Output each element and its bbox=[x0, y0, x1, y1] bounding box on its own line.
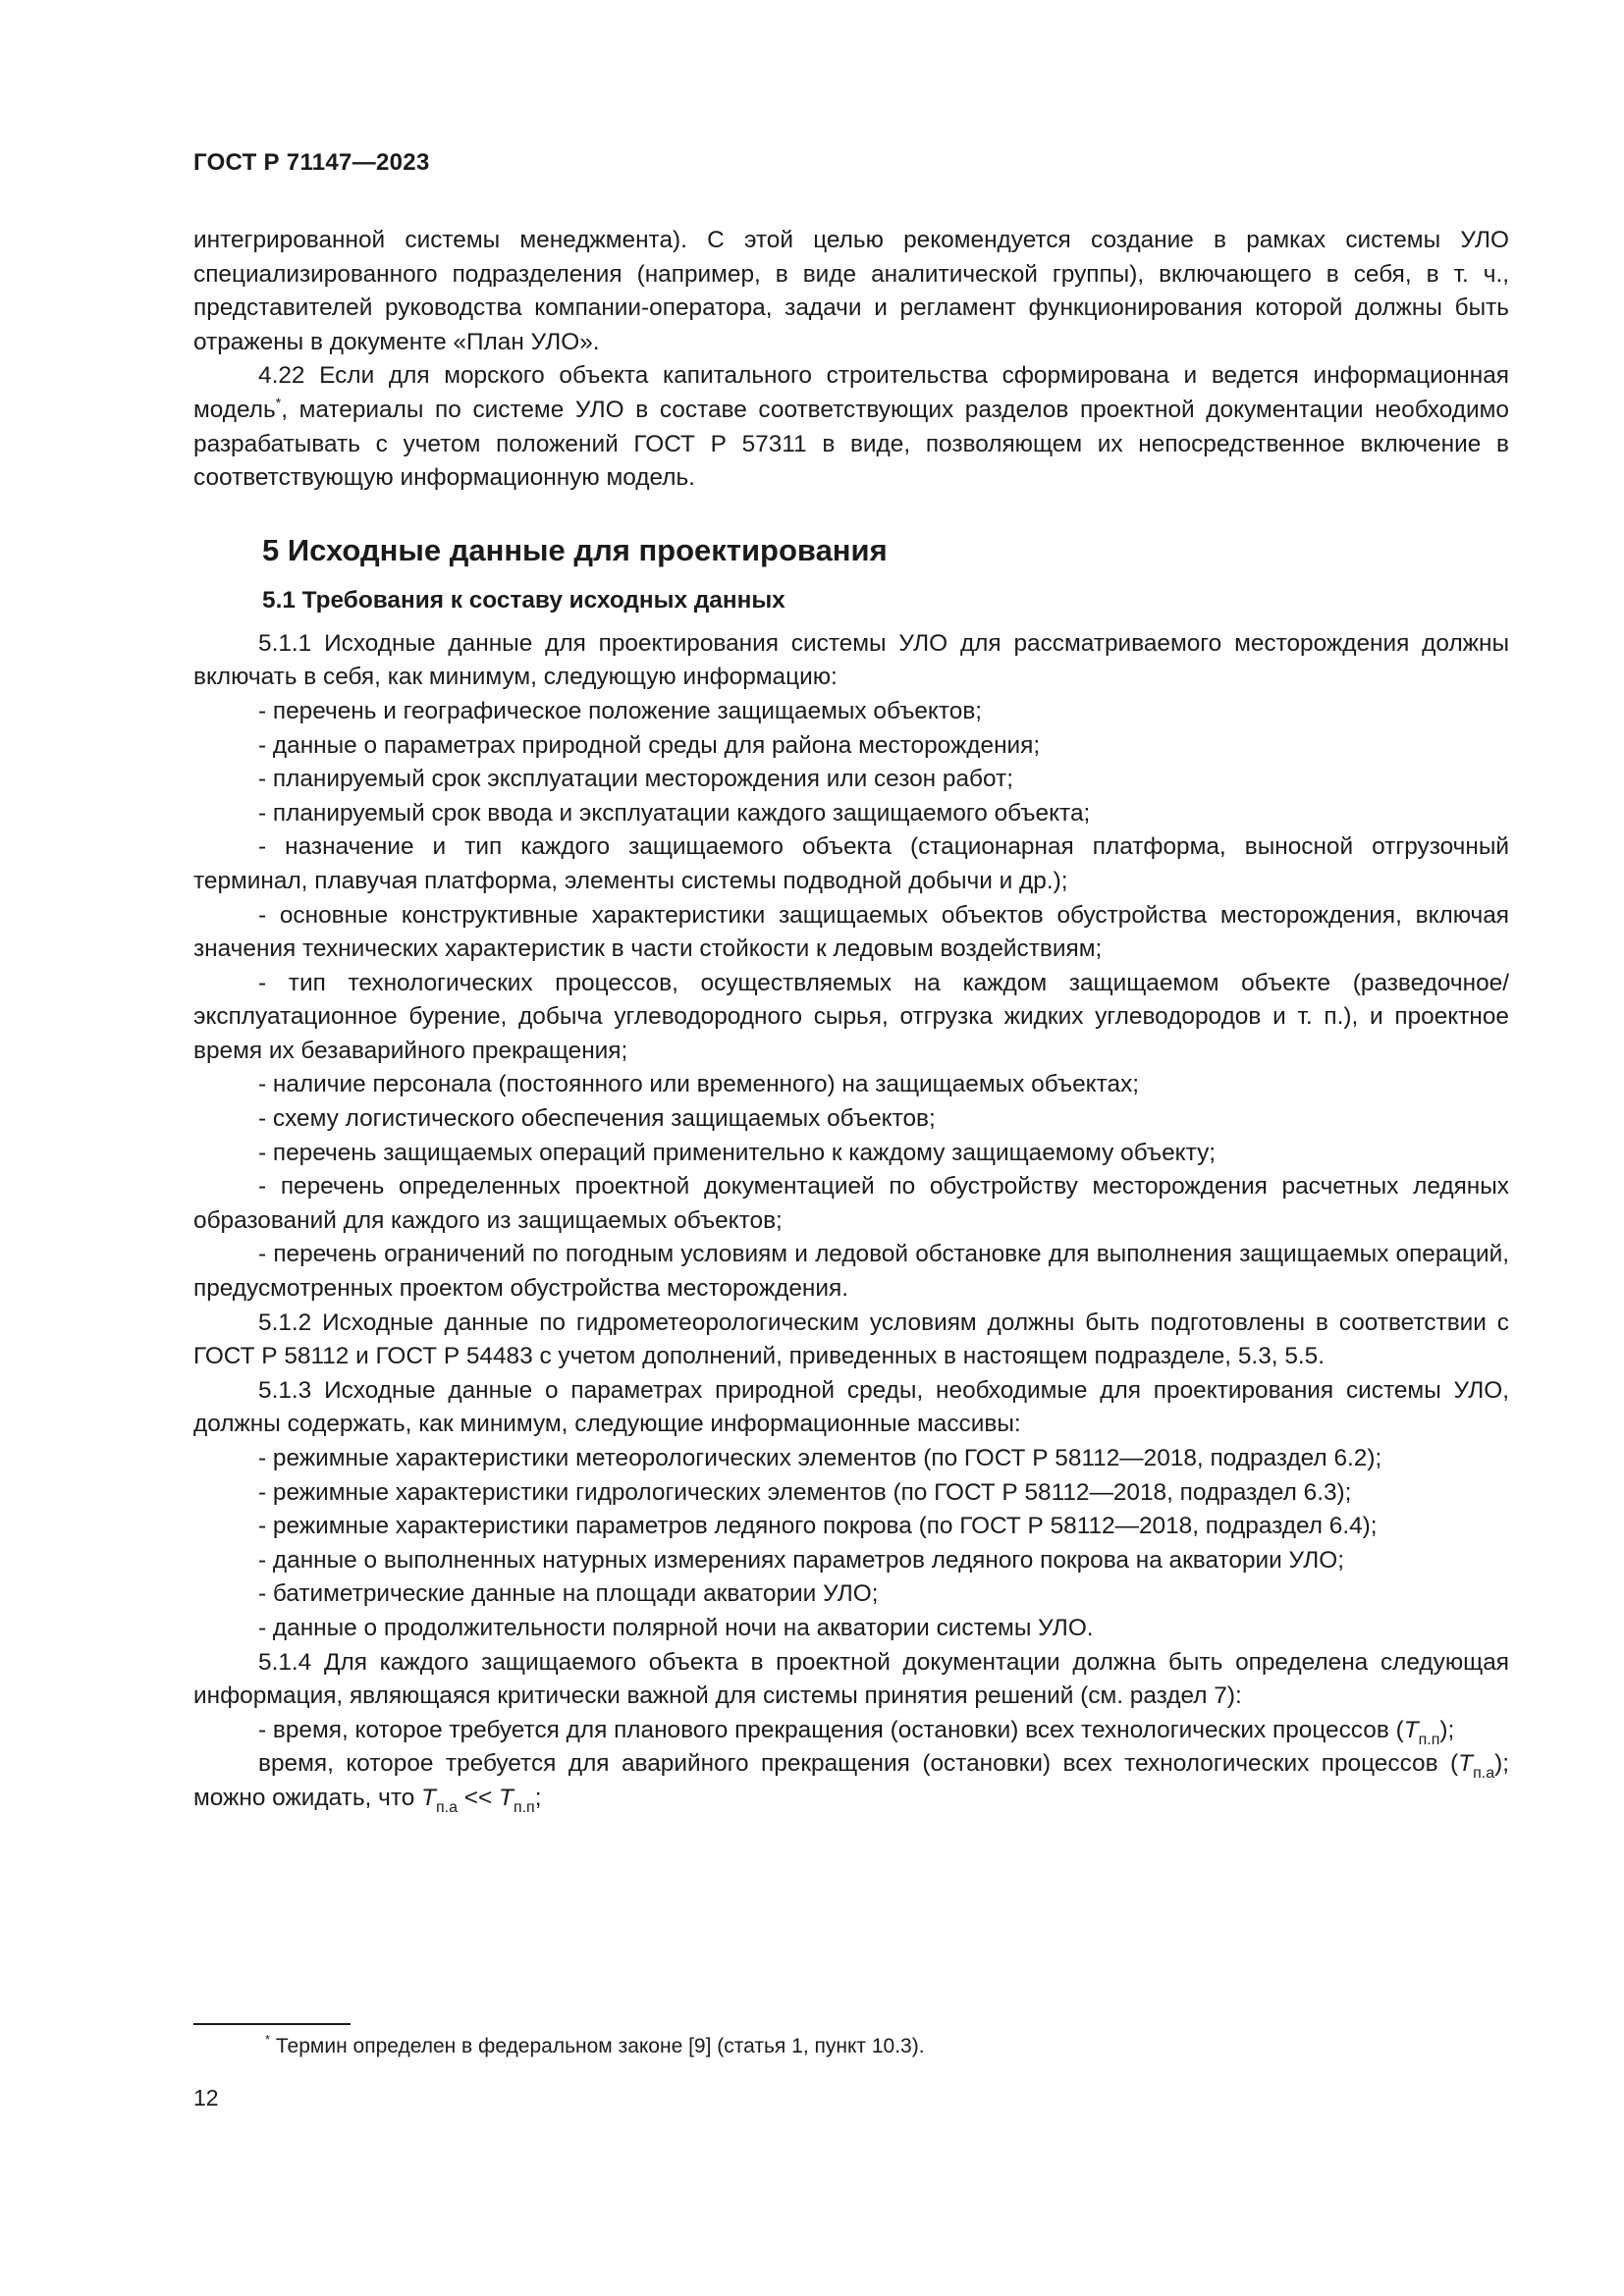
list-item-end: ); bbox=[1439, 1716, 1455, 1743]
symbol-t: T bbox=[499, 1784, 514, 1811]
footnote-ref: * bbox=[275, 394, 282, 410]
symbol-t: T bbox=[1458, 1750, 1474, 1778]
paragraph-5-1-4: 5.1.4 Для каждого защищаемого объекта в проектной документации должна быть определена следующая информация, являющаяся критически важной для системы принятия решений (см. раздел 7): bbox=[193, 1648, 1509, 1710]
list-item: - назначение и тип каждого защищаемого объекта (стационарная платформа, выносной отгрузочный терминал, плавучая платформа, элементы системы подводной добычи и др.); bbox=[193, 833, 1509, 894]
footnote-mark: * bbox=[265, 2032, 271, 2047]
list-item: - основные конструктивные характеристики защищаемых объектов обустройства месторождения, включая значения технических характеристик в части стойкости к ледовым воздействиям; bbox=[193, 901, 1509, 963]
page-number: 12 bbox=[193, 2085, 219, 2110]
list-item-planned-stop bbox=[193, 1714, 1509, 1748]
list-item: - перечень и географическое положение защищаемых объектов; bbox=[258, 697, 983, 724]
subscript-pa: п.а bbox=[435, 1798, 458, 1816]
footnote bbox=[265, 2032, 925, 2061]
paragraph-5-1-3: 5.1.3 Исходные данные о параметрах природной среды, необходимые для проектирования системы УЛО, должны содержать, как минимум, следующие информационные массивы: bbox=[193, 1376, 1509, 1438]
list-item: - данные о продолжительности полярной ночи на акватории системы УЛО. bbox=[258, 1614, 1094, 1641]
list-item: - перечень определенных проектной документацией по обустройству месторождения расчетных ледяных образований для каждого из защищаемых объектов; bbox=[193, 1173, 1509, 1234]
list-item: - планируемый срок эксплуатации месторождения или сезон работ; bbox=[258, 766, 1013, 793]
list-item-end: ; bbox=[534, 1784, 542, 1811]
subscript-pp: п.п bbox=[513, 1798, 535, 1816]
subscript-pa: п.а bbox=[1473, 1765, 1495, 1783]
paragraph-4-22 bbox=[193, 359, 1509, 495]
list-item-text: - время, которое требуется для планового прекращения (остановки) всех технологических процессов ( bbox=[258, 1716, 1404, 1743]
list-item: - данные о выполненных натурных измерениях параметров ледяного покрова на акватории УЛО; bbox=[258, 1546, 1344, 1574]
paragraph-continuation: интегрированной системы менеджмента). С этой целью рекомендуется создание в рамках системы УЛО специализированного подразделения (например, в виде аналитической группы), включающего в себя, в т. ч., представителей руководства компании-оператора, задачи и регламент функционирования которой должны быть отражены в документе «План УЛО». bbox=[193, 227, 1509, 355]
paragraph-5-1-2: 5.1.2 Исходные данные по гидрометеорологическим условиям должны быть подготовлены в соответствии с ГОСТ Р 58112 и ГОСТ Р 54483 с учетом дополнений, приведенных в настоящем подразделе, 5.3, 5.5. bbox=[193, 1308, 1509, 1370]
list-item: - режимные характеристики гидрологических элементов (по ГОСТ Р 58112—2018, подраздел 6.3); bbox=[258, 1478, 1352, 1506]
footnote-divider bbox=[193, 2023, 351, 2025]
list-item: - планируемый срок ввода и эксплуатации каждого защищаемого объекта; bbox=[258, 799, 1091, 827]
section-5-title: 5 Исходные данные для проектирования bbox=[262, 532, 888, 567]
symbol-t: T bbox=[1403, 1716, 1419, 1743]
list-item: - тип технологических процессов, осуществляемых на каждом защищаемом объекте (разведочное/эксплуатационное бурение, добыча углеводородного сырья, отгрузка жидких углеводородов и т. п.), и проектное время их безаварийного прекращения; bbox=[193, 969, 1509, 1064]
list-item: - схему логистического обеспечения защищаемых объектов; bbox=[258, 1105, 936, 1133]
list-item: - батиметрические данные на площади акватории УЛО; bbox=[258, 1580, 879, 1608]
symbol-t: T bbox=[421, 1784, 436, 1811]
list-item-text: время, которое требуется для аварийного прекращения (остановки) всех технологических процессов ( bbox=[258, 1750, 1459, 1778]
document-header: ГОСТ Р 71147—2023 bbox=[193, 149, 430, 176]
list-item: - наличие персонала (постоянного или временного) на защищаемых объектах; bbox=[258, 1071, 1140, 1098]
footnote-text: Термин определен в федеральном законе [9] (статья 1, пункт 10.3). bbox=[275, 2035, 925, 2057]
list-item-mid: ); можно ожидать, что bbox=[193, 1750, 1509, 1811]
list-item: - данные о параметрах природной среды для района месторождения; bbox=[258, 731, 1041, 759]
list-item: - режимные характеристики параметров ледяного покрова (по ГОСТ Р 58112—2018, подраздел 6.4); bbox=[258, 1513, 1378, 1540]
list-item: - режимные характеристики метеорологических элементов (по ГОСТ Р 58112—2018, подраздел 6.2); bbox=[258, 1445, 1382, 1471]
list-item: - перечень ограничений по погодным условиям и ледовой обстановке для выполнения защищаемых операций, предусмотренных проектом обустройства месторождения. bbox=[193, 1241, 1509, 1303]
list-item-emergency-stop bbox=[193, 1747, 1509, 1815]
paragraph-5-1-1: 5.1.1 Исходные данные для проектирования системы УЛО для рассматриваемого месторождения должны включать в себя, как минимум, следующую информацию: bbox=[193, 629, 1509, 691]
comparison-operator: << bbox=[457, 1784, 500, 1811]
paragraph-4-22-part1: 4.22 Если для морского объекта капитального строительства сформирована и ведется информационная модель bbox=[193, 362, 1509, 423]
list-item: - перечень защищаемых операций применительно к каждому защищаемому объекту; bbox=[258, 1139, 1217, 1166]
page-content bbox=[193, 224, 1509, 1816]
subscript-pp: п.п bbox=[1418, 1731, 1440, 1748]
paragraph-4-22-part2: , материалы по системе УЛО в составе соответствующих разделов проектной документации необходимо разрабатывать с учетом положений ГОСТ Р 57311 в виде, позволяющем их непосредственное включение в соответствующую информационную модель. bbox=[193, 396, 1509, 492]
section-5-1-title: 5.1 Требования к составу исходных данных bbox=[262, 586, 785, 614]
